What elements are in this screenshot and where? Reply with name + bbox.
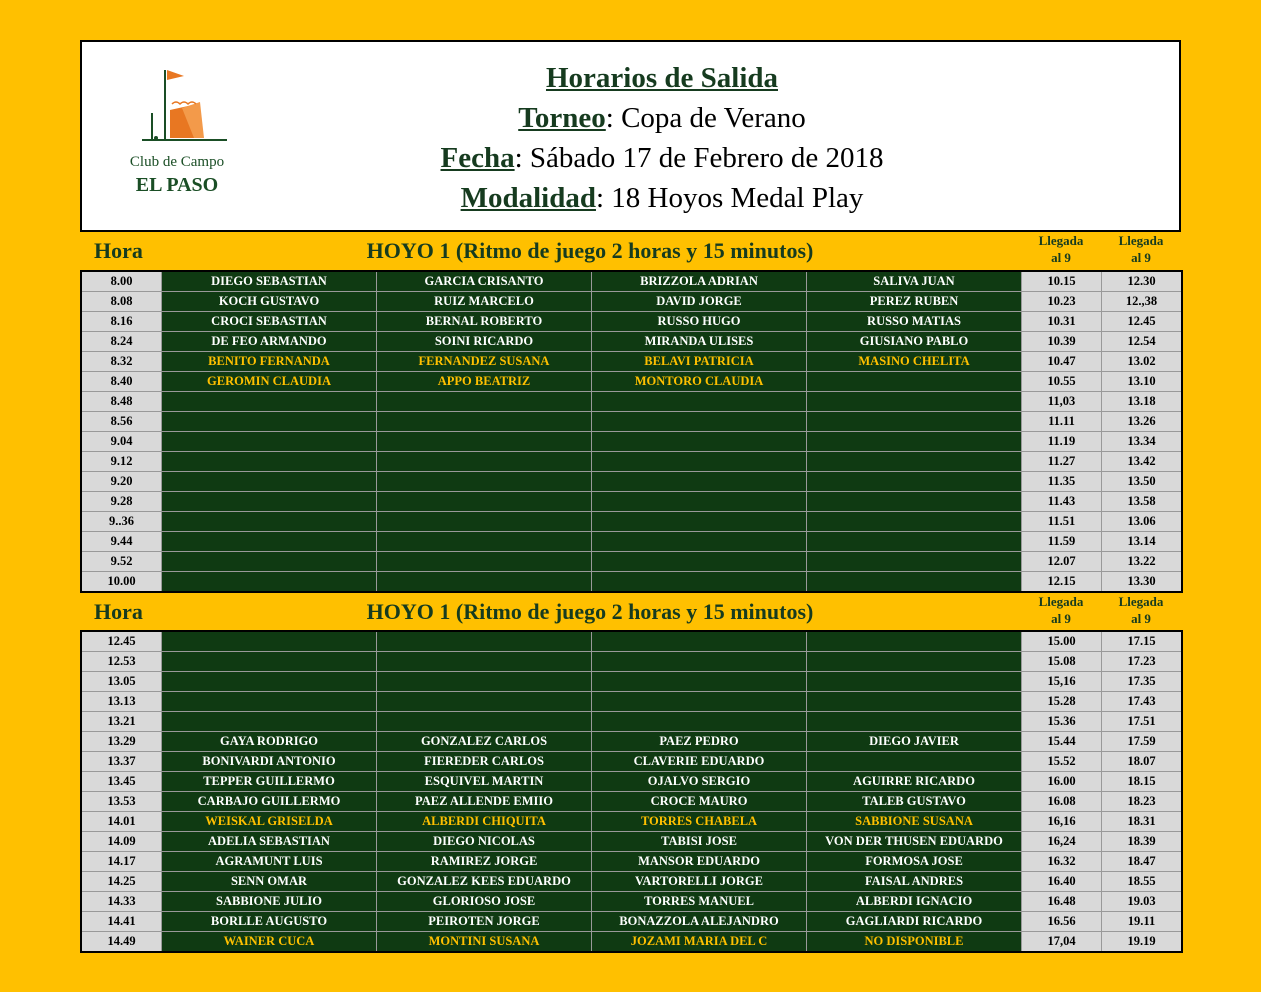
arrival-cell-2: 19.19 [1102, 932, 1183, 953]
player-cell: WAINER CUCA [162, 932, 377, 953]
arrival-cell-2: 17.59 [1102, 732, 1183, 752]
player-cell: RUSSO HUGO [592, 312, 807, 332]
arrival-cell-1: 11,03 [1022, 392, 1102, 412]
arrival-cell-1: 16.40 [1022, 872, 1102, 892]
arrival-cell-1: 17,04 [1022, 932, 1102, 953]
arrival-cell-1: 11.19 [1022, 432, 1102, 452]
player-cell: GAGLIARDI RICARDO [807, 912, 1022, 932]
arrival-cell-1: 16.48 [1022, 892, 1102, 912]
player-cell: SOINI RICARDO [377, 332, 592, 352]
arrival-cell-2: 13.06 [1102, 512, 1183, 532]
player-cell: ALBERDI IGNACIO [807, 892, 1022, 912]
player-cell [377, 392, 592, 412]
tee-time-cell: 14.01 [81, 812, 162, 832]
player-cell [162, 552, 377, 572]
arrival-cell-2: 13.42 [1102, 452, 1183, 472]
arrival-cell-1: 15.52 [1022, 752, 1102, 772]
player-cell: FERNANDEZ SUSANA [377, 352, 592, 372]
table-row [81, 832, 1182, 852]
arrival-cell-2: 18.15 [1102, 772, 1183, 792]
arrival-cell-1: 16.56 [1022, 912, 1102, 932]
player-cell [807, 752, 1022, 772]
arrival-cell-1: 11.27 [1022, 452, 1102, 472]
arrival-cell-2: 17.43 [1102, 692, 1183, 712]
title-block [302, 58, 1022, 218]
player-cell [377, 532, 592, 552]
table-row [81, 732, 1182, 752]
player-cell: CARBAJO GUILLERMO [162, 792, 377, 812]
arrival-cell-1: 10.47 [1022, 352, 1102, 372]
tee-time-cell: 14.49 [81, 932, 162, 953]
logo-name-text: EL PASO [135, 174, 219, 196]
player-cell [807, 552, 1022, 572]
tee-time-cell: 13.45 [81, 772, 162, 792]
player-cell [377, 552, 592, 572]
modalidad-line [302, 178, 1022, 218]
arrival-cell-1: 15.08 [1022, 652, 1102, 672]
llegada-text: Llegada [1118, 233, 1164, 248]
tee-time-cell: 9.52 [81, 552, 162, 572]
player-cell [377, 631, 592, 652]
player-cell [807, 532, 1022, 552]
player-cell [807, 432, 1022, 452]
player-cell: AGRAMUNT LUIS [162, 852, 377, 872]
tee-time-cell: 14.41 [81, 912, 162, 932]
player-cell: ALBERDI CHIQUITA [377, 812, 592, 832]
tee-time-cell: 14.25 [81, 872, 162, 892]
arrival-cell-2: 17.23 [1102, 652, 1183, 672]
arrival-cell-1: 16.00 [1022, 772, 1102, 792]
tee-time-cell: 8.16 [81, 312, 162, 332]
llegada-header-2 [1101, 593, 1181, 627]
fecha-value: : Sábado 17 de Febrero de 2018 [514, 142, 884, 174]
player-cell: GARCIA CRISANTO [377, 271, 592, 292]
table-row [81, 631, 1182, 652]
tee-time-cell: 10.00 [81, 572, 162, 593]
arrival-cell-1: 15,16 [1022, 672, 1102, 692]
player-cell [592, 631, 807, 652]
tee-time-cell: 9.04 [81, 432, 162, 452]
player-cell: SABBIONE JULIO [162, 892, 377, 912]
schedule-table-2 [80, 630, 1183, 953]
player-cell: GONZALEZ KEES EDUARDO [377, 872, 592, 892]
player-cell: PAEZ PEDRO [592, 732, 807, 752]
table-row [81, 872, 1182, 892]
table-row [81, 452, 1182, 472]
player-cell: GLORIOSO JOSE [377, 892, 592, 912]
player-cell [592, 512, 807, 532]
player-cell: GAYA RODRIGO [162, 732, 377, 752]
arrival-cell-2: 13.34 [1102, 432, 1183, 452]
arrival-cell-2: 17.35 [1102, 672, 1183, 692]
llegada-text: Llegada [1038, 594, 1084, 609]
player-cell: DIEGO NICOLAS [377, 832, 592, 852]
table-row [81, 752, 1182, 772]
player-cell: FIEREDER CARLOS [377, 752, 592, 772]
hora-label: Hora [94, 599, 143, 624]
arrival-cell-2: 19.11 [1102, 912, 1183, 932]
tee-time-cell: 9.12 [81, 452, 162, 472]
player-cell [592, 652, 807, 672]
player-cell: AGUIRRE RICARDO [807, 772, 1022, 792]
player-cell: DAVID JORGE [592, 292, 807, 312]
tee-time-cell: 8.24 [81, 332, 162, 352]
player-cell [807, 712, 1022, 732]
al-text: al 9 [1131, 250, 1151, 265]
modalidad-value: : 18 Hoyos Medal Play [595, 182, 864, 214]
arrival-cell-2: 18.39 [1102, 832, 1183, 852]
player-cell [807, 492, 1022, 512]
arrival-cell-2: 13.18 [1102, 392, 1183, 412]
arrival-cell-2: 19.03 [1102, 892, 1183, 912]
table-row [81, 672, 1182, 692]
llegada-header-1 [1021, 232, 1101, 266]
player-cell: TORRES MANUEL [592, 892, 807, 912]
player-cell [807, 472, 1022, 492]
tee-time-cell: 13.13 [81, 692, 162, 712]
arrival-cell-1: 11.11 [1022, 412, 1102, 432]
table-row [81, 352, 1182, 372]
llegada-header-1 [1021, 593, 1101, 627]
player-cell: ADELIA SEBASTIAN [162, 832, 377, 852]
club-logo [122, 68, 232, 198]
tee-time-cell: 13.37 [81, 752, 162, 772]
table-row [81, 432, 1182, 452]
player-cell: KOCH GUSTAVO [162, 292, 377, 312]
player-cell [592, 672, 807, 692]
player-cell [162, 712, 377, 732]
arrival-cell-1: 10.39 [1022, 332, 1102, 352]
player-cell: SALIVA JUAN [807, 271, 1022, 292]
player-cell: PEREZ RUBEN [807, 292, 1022, 312]
arrival-cell-1: 16,24 [1022, 832, 1102, 852]
player-cell [162, 472, 377, 492]
al-text: al 9 [1051, 250, 1071, 265]
table-row [81, 392, 1182, 412]
logo-club-text: Club de Campo [129, 154, 225, 170]
player-cell: OJALVO SERGIO [592, 772, 807, 792]
player-cell [592, 692, 807, 712]
player-cell [592, 572, 807, 593]
fecha-label: Fecha [440, 142, 515, 174]
arrival-cell-2: 13.10 [1102, 372, 1183, 392]
arrival-cell-2: 13.30 [1102, 572, 1183, 593]
player-cell: ESQUIVEL MARTIN [377, 772, 592, 792]
table-row [81, 712, 1182, 732]
player-cell: DIEGO JAVIER [807, 732, 1022, 752]
tee-time-cell: 8.32 [81, 352, 162, 372]
arrival-cell-2: 13.50 [1102, 472, 1183, 492]
player-cell [377, 512, 592, 532]
arrival-cell-2: 18.55 [1102, 872, 1183, 892]
arrival-cell-2: 12.,38 [1102, 292, 1183, 312]
player-cell [592, 472, 807, 492]
player-cell: TABISI JOSE [592, 832, 807, 852]
arrival-cell-1: 16.32 [1022, 852, 1102, 872]
player-cell [592, 492, 807, 512]
player-cell [807, 572, 1022, 593]
player-cell [592, 712, 807, 732]
player-cell: RUSSO MATIAS [807, 312, 1022, 332]
arrival-cell-2: 13.22 [1102, 552, 1183, 572]
player-cell [162, 432, 377, 452]
table-row [81, 772, 1182, 792]
arrival-cell-1: 12.07 [1022, 552, 1102, 572]
arrival-cell-2: 17.51 [1102, 712, 1183, 732]
arrival-cell-1: 10.23 [1022, 292, 1102, 312]
table-row [81, 932, 1182, 953]
fecha-line [302, 138, 1022, 178]
player-cell: VARTORELLI JORGE [592, 872, 807, 892]
player-cell [162, 532, 377, 552]
player-cell [377, 712, 592, 732]
arrival-cell-1: 11.59 [1022, 532, 1102, 552]
arrival-cell-2: 17.15 [1102, 631, 1183, 652]
modalidad-label: Modalidad [460, 182, 596, 214]
player-cell [807, 412, 1022, 432]
table-row [81, 332, 1182, 352]
player-cell [162, 631, 377, 652]
flag-sail-icon [122, 68, 232, 158]
tee-time-cell: 13.29 [81, 732, 162, 752]
player-cell [377, 652, 592, 672]
table-row [81, 892, 1182, 912]
player-cell: BORLLE AUGUSTO [162, 912, 377, 932]
tee-time-cell: 8.56 [81, 412, 162, 432]
arrival-cell-1: 15.44 [1022, 732, 1102, 752]
section-2-header [80, 593, 1181, 633]
player-cell [592, 392, 807, 412]
player-cell: DIEGO SEBASTIAN [162, 271, 377, 292]
arrival-cell-2: 18.31 [1102, 812, 1183, 832]
player-cell: RUIZ MARCELO [377, 292, 592, 312]
torneo-value: : Copa de Verano [605, 102, 806, 134]
player-cell [162, 512, 377, 532]
table-row [81, 792, 1182, 812]
player-cell: GEROMIN CLAUDIA [162, 372, 377, 392]
player-cell [592, 452, 807, 472]
player-cell [592, 432, 807, 452]
table-row [81, 312, 1182, 332]
arrival-cell-2: 13.02 [1102, 352, 1183, 372]
player-cell: BRIZZOLA ADRIAN [592, 271, 807, 292]
player-cell: MASINO CHELITA [807, 352, 1022, 372]
table-row [81, 492, 1182, 512]
player-cell [807, 392, 1022, 412]
tee-time-cell: 14.09 [81, 832, 162, 852]
table-row [81, 552, 1182, 572]
arrival-cell-2: 12.45 [1102, 312, 1183, 332]
arrival-cell-1: 16,16 [1022, 812, 1102, 832]
tee-time-cell: 8.40 [81, 372, 162, 392]
player-cell: GIUSIANO PABLO [807, 332, 1022, 352]
player-cell [807, 692, 1022, 712]
table-row [81, 412, 1182, 432]
player-cell: BERNAL ROBERTO [377, 312, 592, 332]
player-cell [377, 672, 592, 692]
player-cell [377, 432, 592, 452]
player-cell: TORRES CHABELA [592, 812, 807, 832]
tee-time-cell: 8.08 [81, 292, 162, 312]
arrival-cell-1: 16.08 [1022, 792, 1102, 812]
player-cell: DE FEO ARMANDO [162, 332, 377, 352]
player-cell [162, 672, 377, 692]
torneo-label: Torneo [518, 102, 606, 134]
arrival-cell-2: 13.14 [1102, 532, 1183, 552]
arrival-cell-2: 18.47 [1102, 852, 1183, 872]
llegada-text: Llegada [1038, 233, 1084, 248]
arrival-cell-2: 18.23 [1102, 792, 1183, 812]
player-cell: JOZAMI MARIA DEL C [592, 932, 807, 953]
player-cell [377, 572, 592, 593]
player-cell: TALEB GUSTAVO [807, 792, 1022, 812]
player-cell [377, 692, 592, 712]
table-row [81, 572, 1182, 593]
player-cell: NO DISPONIBLE [807, 932, 1022, 953]
llegada-text: Llegada [1118, 594, 1164, 609]
player-cell: MONTINI SUSANA [377, 932, 592, 953]
player-cell [807, 452, 1022, 472]
player-cell: BELAVI PATRICIA [592, 352, 807, 372]
header-box [80, 40, 1181, 232]
player-cell: BONAZZOLA ALEJANDRO [592, 912, 807, 932]
section-1-header [80, 232, 1181, 272]
table-row [81, 512, 1182, 532]
tee-time-cell: 9.44 [81, 532, 162, 552]
table-row [81, 692, 1182, 712]
tee-time-cell: 12.53 [81, 652, 162, 672]
table-row [81, 532, 1182, 552]
player-cell: FORMOSA JOSE [807, 852, 1022, 872]
arrival-cell-1: 15.36 [1022, 712, 1102, 732]
player-cell [162, 572, 377, 593]
arrival-cell-1: 10.55 [1022, 372, 1102, 392]
table-row [81, 852, 1182, 872]
player-cell [807, 672, 1022, 692]
hora-label: Hora [94, 238, 143, 263]
llegada-header-2 [1101, 232, 1181, 266]
arrival-cell-1: 11.35 [1022, 472, 1102, 492]
player-cell: CROCI SEBASTIAN [162, 312, 377, 332]
arrival-cell-2: 13.26 [1102, 412, 1183, 432]
player-cell: MIRANDA ULISES [592, 332, 807, 352]
player-cell [162, 452, 377, 472]
player-cell [377, 492, 592, 512]
tee-time-cell: 13.05 [81, 672, 162, 692]
player-cell: SENN OMAR [162, 872, 377, 892]
player-cell [377, 412, 592, 432]
arrival-cell-2: 12.30 [1102, 271, 1183, 292]
player-cell [162, 652, 377, 672]
player-cell: MANSOR EDUARDO [592, 852, 807, 872]
player-cell [807, 512, 1022, 532]
arrival-cell-1: 15.28 [1022, 692, 1102, 712]
table-row [81, 652, 1182, 672]
player-cell: TEPPER GUILLERMO [162, 772, 377, 792]
torneo-line [302, 98, 1022, 138]
player-cell [807, 372, 1022, 392]
tee-time-cell: 12.45 [81, 631, 162, 652]
page-title: Horarios de Salida [545, 62, 778, 94]
table-row [81, 812, 1182, 832]
player-cell: CROCE MAURO [592, 792, 807, 812]
hoyo-label: HOYO 1 (Ritmo de juego 2 horas y 15 minutos) [366, 238, 814, 263]
tee-time-cell: 13.21 [81, 712, 162, 732]
player-cell: WEISKAL GRISELDA [162, 812, 377, 832]
tee-time-cell: 14.33 [81, 892, 162, 912]
table-row [81, 372, 1182, 392]
table-row [81, 271, 1182, 292]
tee-time-cell: 14.17 [81, 852, 162, 872]
arrival-cell-2: 12.54 [1102, 332, 1183, 352]
player-cell: APPO BEATRIZ [377, 372, 592, 392]
player-cell [377, 452, 592, 472]
tee-time-cell: 8.00 [81, 271, 162, 292]
arrival-cell-1: 10.31 [1022, 312, 1102, 332]
arrival-cell-1: 15.00 [1022, 631, 1102, 652]
player-cell [162, 392, 377, 412]
player-cell [592, 532, 807, 552]
player-cell: BENITO FERNANDA [162, 352, 377, 372]
player-cell [807, 652, 1022, 672]
player-cell: PEIROTEN JORGE [377, 912, 592, 932]
player-cell: RAMIREZ JORGE [377, 852, 592, 872]
player-cell: MONTORO CLAUDIA [592, 372, 807, 392]
player-cell [592, 552, 807, 572]
tee-time-cell: 9..36 [81, 512, 162, 532]
player-cell: PAEZ ALLENDE EMIIO [377, 792, 592, 812]
al-text: al 9 [1131, 611, 1151, 626]
arrival-cell-1: 10.15 [1022, 271, 1102, 292]
player-cell [162, 412, 377, 432]
player-cell: FAISAL ANDRES [807, 872, 1022, 892]
tee-time-cell: 8.48 [81, 392, 162, 412]
table-row [81, 912, 1182, 932]
tee-time-cell: 13.53 [81, 792, 162, 812]
player-cell [807, 631, 1022, 652]
al-text: al 9 [1051, 611, 1071, 626]
tee-time-cell: 9.28 [81, 492, 162, 512]
player-cell: GONZALEZ CARLOS [377, 732, 592, 752]
player-cell [377, 472, 592, 492]
table-row [81, 292, 1182, 312]
arrival-cell-2: 18.07 [1102, 752, 1183, 772]
hoyo-label: HOYO 1 (Ritmo de juego 2 horas y 15 minutos) [366, 599, 814, 624]
table-row [81, 472, 1182, 492]
player-cell: SABBIONE SUSANA [807, 812, 1022, 832]
schedule-table-1 [80, 270, 1183, 593]
arrival-cell-2: 13.58 [1102, 492, 1183, 512]
player-cell: VON DER THUSEN EDUARDO [807, 832, 1022, 852]
player-cell: CLAVERIE EDUARDO [592, 752, 807, 772]
arrival-cell-1: 11.43 [1022, 492, 1102, 512]
player-cell: BONIVARDI ANTONIO [162, 752, 377, 772]
player-cell [162, 492, 377, 512]
player-cell [592, 412, 807, 432]
player-cell [162, 692, 377, 712]
tee-time-cell: 9.20 [81, 472, 162, 492]
arrival-cell-1: 11.51 [1022, 512, 1102, 532]
arrival-cell-1: 12.15 [1022, 572, 1102, 593]
